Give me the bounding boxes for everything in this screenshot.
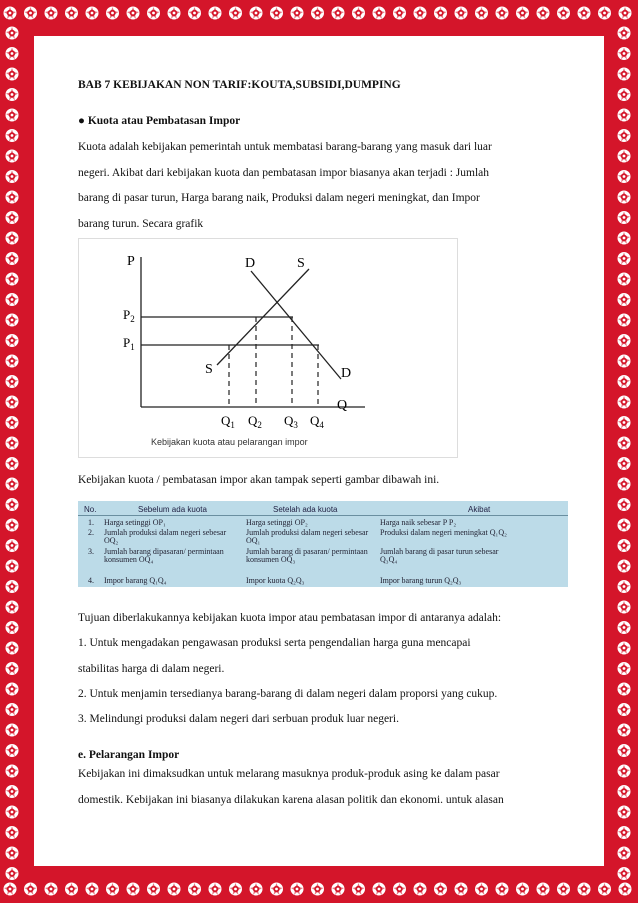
flower-ornament-icon [6, 847, 19, 860]
flower-ornament-icon [6, 519, 19, 532]
flower-ornament-icon [106, 7, 119, 20]
table-header-after: Setelah ada kuota [273, 505, 338, 514]
table-header-before: Sebelum ada kuota [138, 505, 207, 514]
flower-ornament-icon [393, 883, 406, 896]
table-cell-no: 1. [88, 518, 94, 527]
flower-ornament-icon [270, 883, 283, 896]
flower-ornament-icon [86, 7, 99, 20]
paragraph-line: barang di pasar turun, Harga barang naik, Produksi dalam negeri meningkat, dan Impor [78, 192, 480, 204]
flower-ornament-icon [65, 7, 78, 20]
flower-ornament-icon [537, 7, 550, 20]
flower-ornament-icon [168, 883, 181, 896]
table-cell-after: Impor kuota Q₂Q₃ [246, 576, 305, 585]
flower-ornament-icon [618, 334, 631, 347]
flower-ornament-icon [618, 314, 631, 327]
quota-effect-table [78, 501, 568, 587]
flower-ornament-icon [618, 211, 631, 224]
flower-ornament-icon [6, 498, 19, 511]
label-d-top: D [245, 256, 256, 271]
flower-ornament-icon [24, 7, 37, 20]
flower-ornament-icon [6, 601, 19, 614]
section-title-pelarangan: e. Pelarangan Impor [78, 749, 180, 761]
flower-ornament-icon [6, 375, 19, 388]
flower-ornament-icon [6, 47, 19, 60]
flower-ornament-icon [618, 88, 631, 101]
flower-ornament-icon [4, 7, 17, 20]
flower-ornament-icon [434, 883, 447, 896]
paragraph-line: Kuota adalah kebijakan pemerintah untuk membatasi barang-barang yang masuk dari luar [78, 141, 492, 153]
flower-ornament-icon [618, 457, 631, 470]
flower-ornament-icon [6, 744, 19, 757]
table-header-effect: Akibat [468, 505, 491, 514]
flower-ornament-icon [6, 129, 19, 142]
flower-ornament-icon [619, 883, 632, 896]
flower-ornament-icon [414, 7, 427, 20]
paragraph-line: Tujuan diberlakukannya kebijakan kuota impor atau pembatasan impor di antaranya adalah: [78, 612, 502, 624]
flower-ornament-icon [618, 580, 631, 593]
flower-ornament-icon [618, 27, 631, 40]
flower-ornament-icon [619, 7, 632, 20]
flower-ornament-icon [618, 683, 631, 696]
flower-ornament-icon [229, 7, 242, 20]
table-cell-effect: Harga naik sebesar P P₂ [380, 518, 457, 527]
list-item: 2. Untuk menjamin tersedianya barang-barang di dalam negeri dalam proporsi yang cukup. [78, 688, 498, 700]
table-cell-after: Harga setinggi OP₂ [246, 518, 308, 527]
label-q3: $Q_3$ [284, 413, 298, 430]
flower-ornament-icon [6, 806, 19, 819]
flower-ornament-icon [6, 191, 19, 204]
flower-ornament-icon [618, 826, 631, 839]
section-heading-kuota [78, 114, 240, 128]
list-item: 1. Untuk mengadakan pengawasan produksi serta pengendalian harga guna mencapai [78, 637, 471, 649]
flower-ornament-icon [188, 7, 201, 20]
flower-ornament-icon [6, 88, 19, 101]
flower-ornament-icon [352, 7, 365, 20]
flower-ornament-icon [618, 765, 631, 778]
flower-ornament-icon [455, 7, 468, 20]
flower-ornament-icon [6, 232, 19, 245]
flower-ornament-icon [209, 7, 222, 20]
flower-ornament-icon [618, 191, 631, 204]
table-cell-no: 2. [88, 528, 94, 537]
label-p1: $P_1$ [123, 335, 135, 352]
graph-caption: Kebijakan kuota atau pelarangan impor [151, 437, 308, 447]
table-cell-no: 3. [88, 547, 94, 556]
flower-ornament-icon [618, 396, 631, 409]
flower-ornament-icon [250, 883, 263, 896]
flower-ornament-icon [618, 560, 631, 573]
flower-ornament-icon [209, 883, 222, 896]
flower-ornament-icon [618, 539, 631, 552]
table-cell-before: Harga setinggi OP₁ [104, 518, 166, 527]
flower-ornament-icon [6, 27, 19, 40]
paragraph-line: barang turun. Secara grafik [78, 218, 204, 230]
flower-ornament-icon [6, 109, 19, 122]
label-q2: $Q_2$ [248, 413, 262, 430]
list-item: 3. Melindungi produksi dalam negeri dari serbuan produk luar negeri. [78, 713, 399, 725]
flower-ornament-icon [6, 703, 19, 716]
flower-ornament-icon [270, 7, 283, 20]
table-cell-before: Jumlah barang dipasaran/ permintaan konsumen OQ₄ [104, 547, 224, 564]
flower-ornament-icon [6, 396, 19, 409]
flower-ornament-icon [6, 293, 19, 306]
flower-ornament-icon [618, 47, 631, 60]
table-cell-before: Impor barang Q₁Q₄ [104, 576, 167, 585]
document-page [34, 36, 604, 866]
flower-ornament-icon [291, 7, 304, 20]
flower-ornament-icon [188, 883, 201, 896]
flower-ornament-icon [45, 7, 58, 20]
flower-ornament-icon [618, 744, 631, 757]
flower-ornament-icon [6, 560, 19, 573]
flower-ornament-icon [618, 806, 631, 819]
flower-ornament-icon [393, 7, 406, 20]
flower-ornament-icon [6, 826, 19, 839]
flower-ornament-icon [598, 883, 611, 896]
label-d-bottom: D [341, 366, 352, 381]
flower-ornament-icon [6, 170, 19, 183]
flower-ornament-icon [618, 355, 631, 368]
flower-ornament-icon [618, 170, 631, 183]
flower-ornament-icon [557, 883, 570, 896]
flower-ornament-icon [106, 883, 119, 896]
table-cell-no: 4. [88, 576, 94, 585]
flower-ornament-icon [578, 883, 591, 896]
flower-ornament-icon [557, 7, 570, 20]
table-cell-after: Jumlah barang di pasaran/ permintaan konsumen OQ₃ [246, 547, 368, 564]
label-p2: $P_2$ [123, 307, 135, 324]
flower-ornament-icon [127, 7, 140, 20]
flower-ornament-icon [6, 150, 19, 163]
flower-ornament-icon [6, 68, 19, 81]
label-s-top: S [297, 256, 305, 271]
flower-ornament-icon [618, 252, 631, 265]
list-item-continued: stabilitas harga di dalam negeri. [78, 663, 225, 675]
flower-ornament-icon [6, 416, 19, 429]
axis-label-q: Q [337, 398, 348, 413]
paragraph-line: negeri. Akibat dari kebijakan kuota dan pembatasan impor biasanya akan terjadi : Jumlah [78, 167, 489, 179]
flower-ornament-icon [618, 519, 631, 532]
flower-ornament-icon [414, 883, 427, 896]
flower-ornament-icon [618, 662, 631, 675]
flower-ornament-icon [618, 109, 631, 122]
flower-ornament-icon [65, 883, 78, 896]
flower-ornament-icon [618, 847, 631, 860]
table-header-no: No. [84, 505, 97, 514]
flower-ornament-icon [618, 601, 631, 614]
flower-ornament-icon [311, 883, 324, 896]
flower-ornament-icon [127, 883, 140, 896]
flower-ornament-icon [537, 883, 550, 896]
flower-ornament-icon [618, 498, 631, 511]
table-cell-before: Jumlah produksi dalam negeri sebesar OQ₂ [104, 528, 227, 545]
flower-ornament-icon [578, 7, 591, 20]
flower-ornament-icon [352, 883, 365, 896]
table-cell-after: Jumlah produksi dalam negeri sebesar OQ₁ [246, 528, 369, 545]
flower-ornament-icon [618, 375, 631, 388]
label-q4: $Q_4$ [310, 413, 324, 430]
flower-ornament-icon [168, 7, 181, 20]
flower-ornament-icon [598, 7, 611, 20]
flower-ornament-icon [618, 416, 631, 429]
flower-ornament-icon [618, 478, 631, 491]
flower-ornament-icon [147, 7, 160, 20]
table-cell-effect: Impor barang turun Q₂Q₃ [380, 576, 462, 585]
flower-ornament-icon [373, 883, 386, 896]
flower-ornament-icon [496, 7, 509, 20]
paragraph-line: Kebijakan kuota / pembatasan impor akan tampak seperti gambar dibawah ini. [78, 474, 440, 486]
flower-ornament-icon [618, 437, 631, 450]
demand-curve [251, 271, 341, 379]
axis-label-p: P [127, 254, 135, 269]
flower-ornament-icon [618, 621, 631, 634]
flower-ornament-icon [4, 883, 17, 896]
flower-ornament-icon [45, 883, 58, 896]
flower-ornament-icon [311, 7, 324, 20]
flower-ornament-icon [6, 355, 19, 368]
flower-ornament-icon [6, 867, 19, 880]
flower-ornament-icon [6, 252, 19, 265]
flower-ornament-icon [6, 580, 19, 593]
flower-ornament-icon [6, 621, 19, 634]
flower-ornament-icon [6, 273, 19, 286]
flower-ornament-icon [332, 883, 345, 896]
paragraph-line: Kebijakan ini dimaksudkan untuk melarang masuknya produk-produk asing ke dalam pasar [78, 768, 500, 780]
label-q1: $Q_1$ [221, 413, 235, 430]
table-cell-effect: Jumlah barang di pasar turun sebesar Q₃Q₄ [380, 547, 499, 564]
flower-ornament-icon [250, 7, 263, 20]
flower-ornament-icon [6, 539, 19, 552]
flower-ornament-icon [475, 883, 488, 896]
flower-ornament-icon [6, 785, 19, 798]
bullet-icon: ● [78, 115, 85, 127]
flower-ornament-icon [618, 867, 631, 880]
flower-ornament-icon [6, 478, 19, 491]
quota-graph [78, 238, 458, 458]
flower-ornament-icon [618, 703, 631, 716]
flower-ornament-icon [6, 724, 19, 737]
flower-ornament-icon [618, 724, 631, 737]
flower-ornament-icon [618, 129, 631, 142]
flower-ornament-icon [618, 68, 631, 81]
label-s-bottom: S [205, 362, 213, 377]
flower-ornament-icon [618, 150, 631, 163]
flower-ornament-icon [455, 883, 468, 896]
flower-ornament-icon [618, 293, 631, 306]
flower-ornament-icon [618, 273, 631, 286]
flower-ornament-icon [6, 334, 19, 347]
supply-demand-diagram [79, 239, 457, 457]
paragraph-line: domestik. Kebijakan ini biasanya dilakukan karena alasan politik dan ekonomi. untuk alasan [78, 794, 504, 806]
flower-ornament-icon [496, 883, 509, 896]
flower-ornament-icon [373, 7, 386, 20]
flower-ornament-icon [618, 642, 631, 655]
flower-ornament-icon [434, 7, 447, 20]
flower-ornament-icon [618, 232, 631, 245]
flower-ornament-icon [24, 883, 37, 896]
flower-ornament-icon [6, 211, 19, 224]
flower-ornament-icon [229, 883, 242, 896]
flower-ornament-icon [6, 314, 19, 327]
flower-ornament-icon [291, 883, 304, 896]
table-cell-effect: Produksi dalam negeri meningkat Q₁Q₂ [380, 528, 507, 537]
flower-ornament-icon [516, 7, 529, 20]
chapter-title: BAB 7 KEBIJAKAN NON TARIF:KOUTA,SUBSIDI,DUMPING [78, 79, 401, 91]
flower-ornament-icon [6, 683, 19, 696]
flower-ornament-icon [6, 642, 19, 655]
flower-ornament-icon [332, 7, 345, 20]
flower-ornament-icon [516, 883, 529, 896]
section-title: Kuota atau Pembatasan Impor [87, 115, 241, 127]
flower-ornament-icon [475, 7, 488, 20]
flower-ornament-icon [6, 662, 19, 675]
flower-ornament-icon [6, 437, 19, 450]
flower-ornament-icon [147, 883, 160, 896]
flower-ornament-icon [6, 765, 19, 778]
flower-ornament-icon [86, 883, 99, 896]
flower-ornament-icon [6, 457, 19, 470]
flower-ornament-icon [618, 785, 631, 798]
